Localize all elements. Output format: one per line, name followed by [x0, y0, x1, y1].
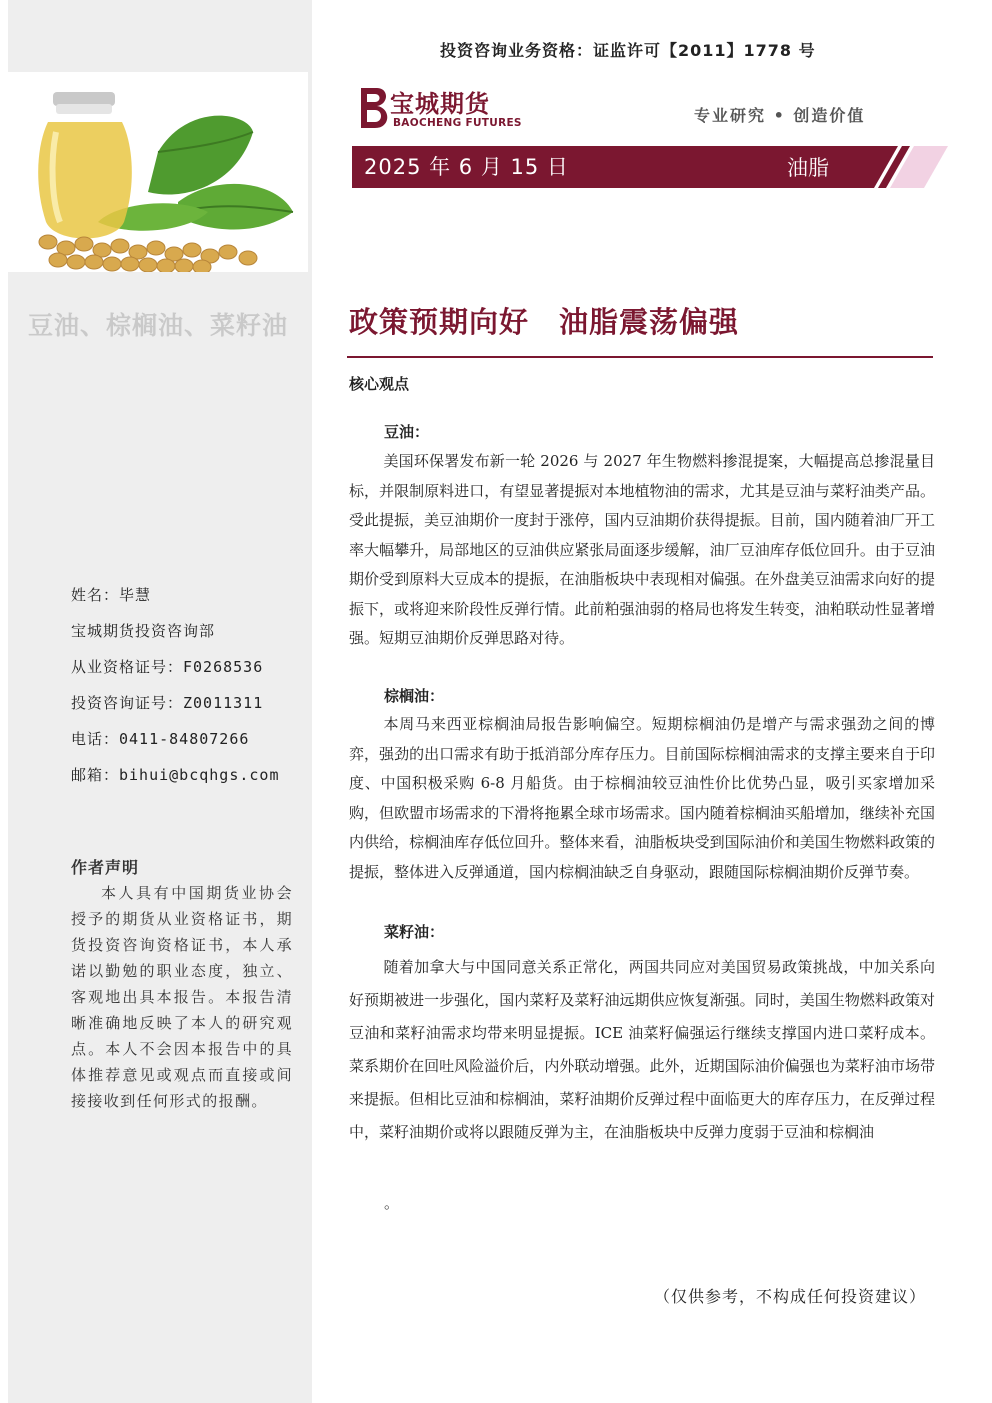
banner-stripes-decoration: [852, 146, 948, 188]
slogan: 专业研究 • 创造价值: [694, 106, 866, 125]
logo-text-en: BAOCHENG FUTURES: [393, 117, 522, 129]
baocheng-logo-icon: [355, 84, 395, 132]
analyst-phone: 电话：0411-84807266: [71, 730, 250, 748]
report-title: 政策预期向好 油脂震荡偏强: [349, 305, 740, 339]
analyst-email[interactable]: 邮箱：bihui@bcqhgs.com: [71, 766, 280, 784]
analyst-qualification: 从业资格证号：F0268536: [71, 658, 264, 676]
oil-jar-soybeans-image: [8, 72, 308, 272]
title-divider: [347, 356, 933, 358]
analyst-info: [71, 583, 280, 799]
analyst-consulting-id: 投资咨询证号：Z0011311: [71, 694, 264, 712]
analyst-name: 姓名：毕慧: [71, 586, 152, 604]
core-view-heading: 核心观点: [349, 375, 410, 393]
report-date: 2025 年 6 月 15 日: [364, 155, 569, 179]
section-body-palm-oil: 本周马来西亚棕榈油局报告影响偏空。短期棕榈油仍是增产与需求强劲之间的博弈，强劲的出口需求有助于抵消部分库存压力。目前国际棕榈油需求的支撑主要来自于印度、中国积极采购 6-8 月船货。由于棕榈油较豆油性价比优势凸显，吸引买家增加采购，但欧盟市场需求的下滑将拖累全球市场需求。国内随着棕榈油买船增加，继续补充国内供给，棕榈油库存低位回升。整体来看，油脂板块受到国际油价和美国生物燃料政策的提振，整体进入反弹通道，国内棕榈油缺乏自身驱动，跟随国际棕榈油期价反弹节奏。: [349, 715, 935, 881]
analyst-department: 宝城期货投资咨询部: [71, 622, 216, 640]
section-heading-palm-oil: 棕榈油：: [384, 687, 445, 705]
section-body-soybean-oil: 美国环保署发布新一轮 2026 与 2027 年生物燃料掺混提案，大幅提高总掺混量目标，并限制原料进口，有望显著提振对本地植物油的需求，尤其是豆油与菜籽油类产品。受此提振，美豆油期价一度封于涨停，国内豆油期价获得提振。目前，国内随着油厂开工率大幅攀升，局部地区的豆油供应紧张局面逐步缓解，油厂豆油库存低位回升。由于豆油期价受到原料大豆成本的提振，在油脂板块中表现相对偏强。在外盘美豆油需求向好的提振下，或将迎来阶段性反弹行情。此前粕强油弱的格局也将发生转变，油粕联动性显著增强。短期豆油期价反弹思路对待。: [349, 452, 935, 647]
logo-text-cn: 宝城期货: [390, 90, 490, 118]
section-heading-rapeseed-oil: 菜籽油：: [384, 923, 445, 941]
author-statement-heading: 作者声明: [71, 858, 140, 877]
section-body-rapeseed-oil: 随着加拿大与中国同意关系正常化，两国共同应对美国贸易政策挑战，中加关系向好预期被进一步强化，国内菜籽及菜籽油远期供应恢复渐强。同时，美国生物燃料政策对豆油和菜籽油需求均带来明显提振。ICE 油菜籽偏强运行继续支撑国内进口菜籽成本。菜系期价在回吐风险溢价后，内外联动增强。此外，近期国际油价偏强也为菜籽油市场带来提振。但相比豆油和棕榈油，菜籽油期价反弹过程中面临更大的库存压力，在反弹过程中，菜籽油期价或将以跟随反弹为主，在油脂板块中反弹力度弱于豆油和棕榈油: [349, 958, 935, 1141]
sidebar-title: 豆油、棕榈油、菜籽油: [27, 311, 288, 340]
section-heading-soybean-oil: 豆油：: [384, 423, 430, 441]
author-statement-body: 本人具有中国期货业协会授予的期货从业资格证书，期货投资咨询资格证书，本人承诺以勤勉的职业态度，独立、客观地出具本报告。本报告清晰准确地反映了本人的研究观点。本人不会因本报告中的具体推荐意见或观点而直接或间接接收到任何形式的报酬。: [71, 884, 293, 1110]
report-category: 油脂: [787, 156, 829, 180]
trailing-period: 。: [384, 1194, 400, 1212]
license-line: 投资咨询业务资格：证监许可【2011】1778 号: [440, 41, 816, 60]
investment-disclaimer-note: （仅供参考，不构成任何投资建议）: [654, 1287, 927, 1306]
product-photo: [8, 72, 308, 272]
